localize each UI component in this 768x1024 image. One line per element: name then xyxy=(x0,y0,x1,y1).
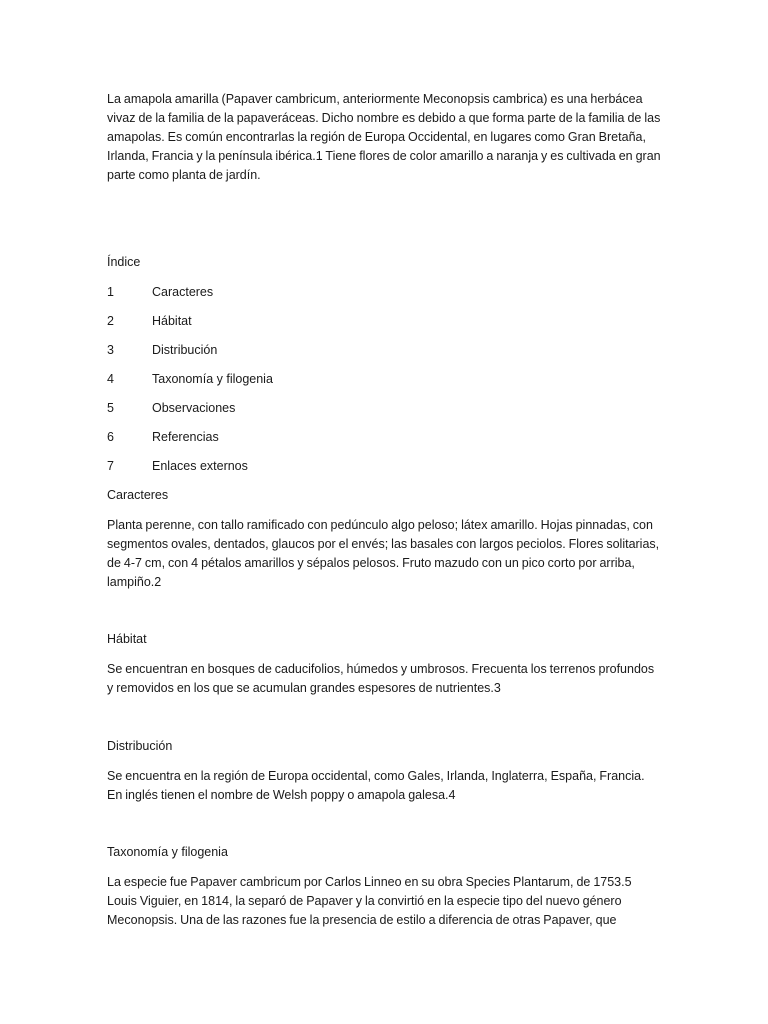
section-taxonomia xyxy=(107,843,662,930)
section-heading: Taxonomía y filogenia xyxy=(107,845,228,859)
section-heading: Caracteres xyxy=(107,488,169,502)
index-item-number: 6 xyxy=(107,430,114,444)
index-list xyxy=(107,283,273,486)
index-item-number: 7 xyxy=(107,459,114,473)
index-item xyxy=(107,457,273,486)
index-item-label: Hábitat xyxy=(152,314,192,328)
section-paragraph: Planta perenne, con tallo ramificado con pedúnculo algo peloso; látex amarillo. Hojas pinnadas, con segmentos ovales, dentados, glaucos por el envés; las basales con largos peciolos. Flores solitarias, de 4-7 cm, con 4 pétalos amarillos y sépalos pelosos. Fruto mazudo con un pico corto por arriba, lampiño.2 xyxy=(107,518,660,589)
index-item-label: Caracteres xyxy=(152,285,214,299)
index-item-number: 1 xyxy=(107,285,114,299)
intro-paragraph: La amapola amarilla (Papaver cambricum, anteriormente Meconopsis cambrica) es una herbácea vivaz de la familia de la papaveráceas. Dicho nombre es debido a que forma parte de la familia de las amapolas. Es común encontrarlas la región de Europa Occidental, en lugares como Gran Bretaña, Irlanda, Francia y la península ibérica.1 Tiene flores de color amarillo a naranja y es cultivada en gran parte como planta de jardín. xyxy=(107,92,661,182)
index-item-number: 2 xyxy=(107,314,114,328)
section-paragraph: Se encuentra en la región de Europa occidental, como Gales, Irlanda, Inglaterra, España, Francia. En inglés tienen el nombre de Welsh poppy o amapola galesa.4 xyxy=(107,769,645,802)
section-heading: Distribución xyxy=(107,739,173,753)
index-item-number: 5 xyxy=(107,401,114,415)
index-item xyxy=(107,312,273,341)
section-paragraph: Se encuentran en bosques de caducifolios, húmedos y umbrosos. Frecuenta los terrenos profundos y removidos en los que se acumulan grandes espesores de nutrientes.3 xyxy=(107,662,655,695)
index-title: Índice xyxy=(107,255,141,269)
index-item-number: 4 xyxy=(107,372,114,386)
document-page xyxy=(107,90,662,927)
section-heading: Hábitat xyxy=(107,632,147,646)
index-item-label: Referencias xyxy=(152,430,219,444)
index-item-label: Distribución xyxy=(152,343,218,357)
index-item xyxy=(107,370,273,399)
index-item-number: 3 xyxy=(107,343,114,357)
section-habitat xyxy=(107,630,662,698)
index-item xyxy=(107,341,273,370)
section-distribucion xyxy=(107,737,662,805)
index-item xyxy=(107,399,273,428)
index-item-label: Enlaces externos xyxy=(152,459,248,473)
index-item xyxy=(107,283,273,312)
index-item-label: Taxonomía y filogenia xyxy=(152,372,273,386)
index-item-label: Observaciones xyxy=(152,401,236,415)
section-paragraph: La especie fue Papaver cambricum por Carlos Linneo en su obra Species Plantarum, de 1753.5 Louis Viguier, en 1814, la separó de Papaver y la convirtió en la especie tipo del nuevo género Meconopsis. Una de las razones fue la presencia de estilo a diferencia de otras Papaver, que xyxy=(107,875,632,927)
section-caracteres xyxy=(107,486,662,592)
index-item xyxy=(107,428,273,457)
